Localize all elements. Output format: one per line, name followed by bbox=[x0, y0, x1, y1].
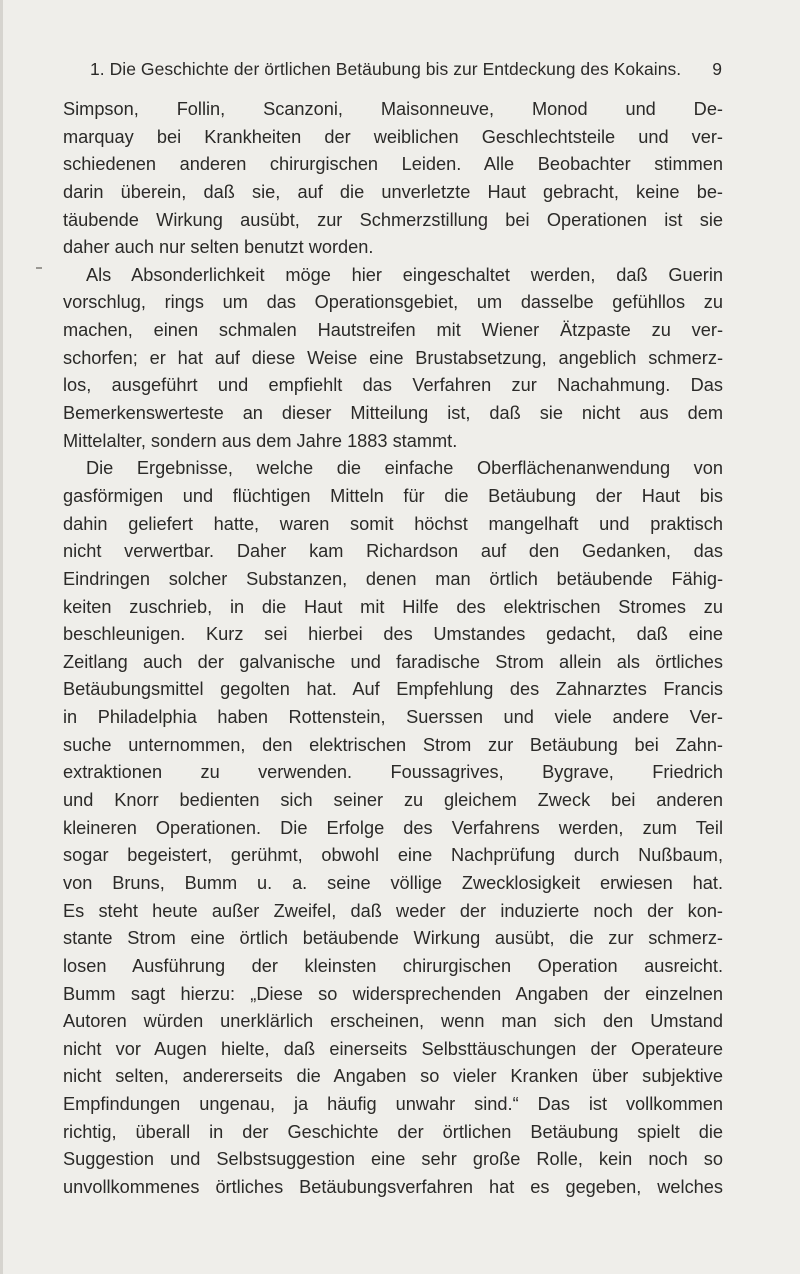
text-line: losen Ausführung der kleinsten chirurgischen Operation ausreicht. bbox=[63, 955, 723, 976]
text-line: Bemerkenswerteste an dieser Mitteilung ist, daß sie nicht aus dem bbox=[63, 403, 723, 424]
text-line: richtig, überall in der Geschichte der örtlichen Betäubung spielt die bbox=[63, 1121, 723, 1142]
text-line: Als Absonderlichkeit möge hier eingeschaltet werden, daß Guerin bbox=[86, 264, 723, 285]
text-line: daher auch nur selten benutzt worden. bbox=[63, 237, 374, 258]
text-line: nicht selten, andererseits die Angaben so vieler Kranken über subjektive bbox=[63, 1066, 723, 1087]
text-line: Empfindungen ungenau, ja häufig unwahr sind.“ Das ist vollkommen bbox=[63, 1094, 723, 1115]
text-line: Zeitlang auch der galvanische und faradische Strom allein als örtliches bbox=[63, 651, 723, 672]
text-line: sogar begeistert, gerühmt, obwohl eine Nachprüfung durch Nußbaum, bbox=[63, 845, 723, 866]
text-line: gasförmigen und flüchtigen Mitteln für die Betäubung der Haut bis bbox=[63, 485, 723, 506]
text-line: von Bruns, Bumm u. a. seine völlige Zwecklosigkeit erwiesen hat. bbox=[63, 872, 723, 893]
text-line: täubende Wirkung ausübt, zur Schmerzstillung bei Operationen ist sie bbox=[63, 209, 723, 230]
text-line: Es steht heute außer Zweifel, daß weder der induzierte noch der kon- bbox=[63, 900, 723, 921]
text-line: keiten zuschrieb, in die Haut mit Hilfe des elektrischen Stromes zu bbox=[63, 596, 723, 617]
text-line: Suggestion und Selbstsuggestion eine sehr große Rolle, kein noch so bbox=[63, 1149, 723, 1170]
running-header-title: 1. Die Geschichte der örtlichen Betäubung bis zur Entdeckung des Kokains. bbox=[90, 59, 682, 79]
text-line: marquay bei Krankheiten der weiblichen Geschlechtsteile und ver- bbox=[63, 126, 723, 147]
text-line: stante Strom eine örtlich betäubende Wirkung ausübt, die zur schmerz- bbox=[63, 928, 723, 949]
text-line: schiedenen anderen chirurgischen Leiden. Alle Beobachter stimmen bbox=[63, 154, 723, 175]
text-line: und Knorr bedienten sich seiner zu gleichem Zweck bei anderen bbox=[63, 790, 723, 811]
text-line: darin überein, daß sie, auf die unverletzte Haut gebracht, keine be- bbox=[63, 181, 723, 202]
page-number: 9 bbox=[712, 59, 722, 79]
text-line: Mittelalter, sondern aus dem Jahre 1883 stammt. bbox=[63, 430, 458, 451]
text-line: extraktionen zu verwenden. Foussagrives, Bygrave, Friedrich bbox=[63, 762, 723, 783]
text-line: Die Ergebnisse, welche die einfache Oberflächenanwendung von bbox=[86, 458, 723, 479]
text-line: beschleunigen. Kurz sei hierbei des Umstandes gedacht, daß eine bbox=[63, 624, 723, 645]
body-text bbox=[63, 96, 723, 1202]
text-line: Autoren würden unerklärlich erscheinen, wenn man sich den Umstand bbox=[63, 1011, 723, 1032]
running-header bbox=[90, 56, 722, 82]
text-line: Betäubungsmittel gegolten hat. Auf Empfehlung des Zahnarztes Francis bbox=[63, 679, 723, 700]
text-line: in Philadelphia haben Rottenstein, Suerssen und viele andere Ver- bbox=[63, 707, 723, 728]
text-line: Simpson, Follin, Scanzoni, Maisonneuve, Monod und De- bbox=[63, 99, 723, 119]
text-line: suche unternommen, den elektrischen Strom zur Betäubung bei Zahn- bbox=[63, 734, 723, 755]
text-line: kleineren Operationen. Die Erfolge des Verfahrens werden, zum Teil bbox=[63, 817, 723, 838]
text-line: nicht verwertbar. Daher kam Richardson auf den Gedanken, das bbox=[63, 541, 723, 562]
text-line: machen, einen schmalen Hautstreifen mit Wiener Ätzpaste zu ver- bbox=[63, 320, 723, 341]
text-line: Bumm sagt hierzu: „Diese so widersprechenden Angaben der einzelnen bbox=[63, 983, 723, 1004]
text-line: unvollkommenes örtliches Betäubungsverfahren hat es gegeben, welches bbox=[63, 1176, 723, 1197]
page-binding-edge bbox=[0, 0, 3, 1274]
margin-mark bbox=[36, 267, 42, 269]
text-line: los, ausgeführt und empfiehlt das Verfahren zur Nachahmung. Das bbox=[63, 375, 723, 396]
text-line: Eindringen solcher Substanzen, denen man örtlich betäubende Fähig- bbox=[63, 568, 723, 589]
text-line: vorschlug, rings um das Operationsgebiet, um dasselbe gefühllos zu bbox=[63, 292, 723, 313]
text-line: schorfen; er hat auf diese Weise eine Brustabsetzung, angeblich schmerz- bbox=[63, 347, 723, 368]
text-line: nicht vor Augen hielte, daß einerseits Selbsttäuschungen der Operateure bbox=[63, 1038, 723, 1059]
text-line: dahin geliefert hatte, waren somit höchst mangelhaft und praktisch bbox=[63, 513, 723, 534]
